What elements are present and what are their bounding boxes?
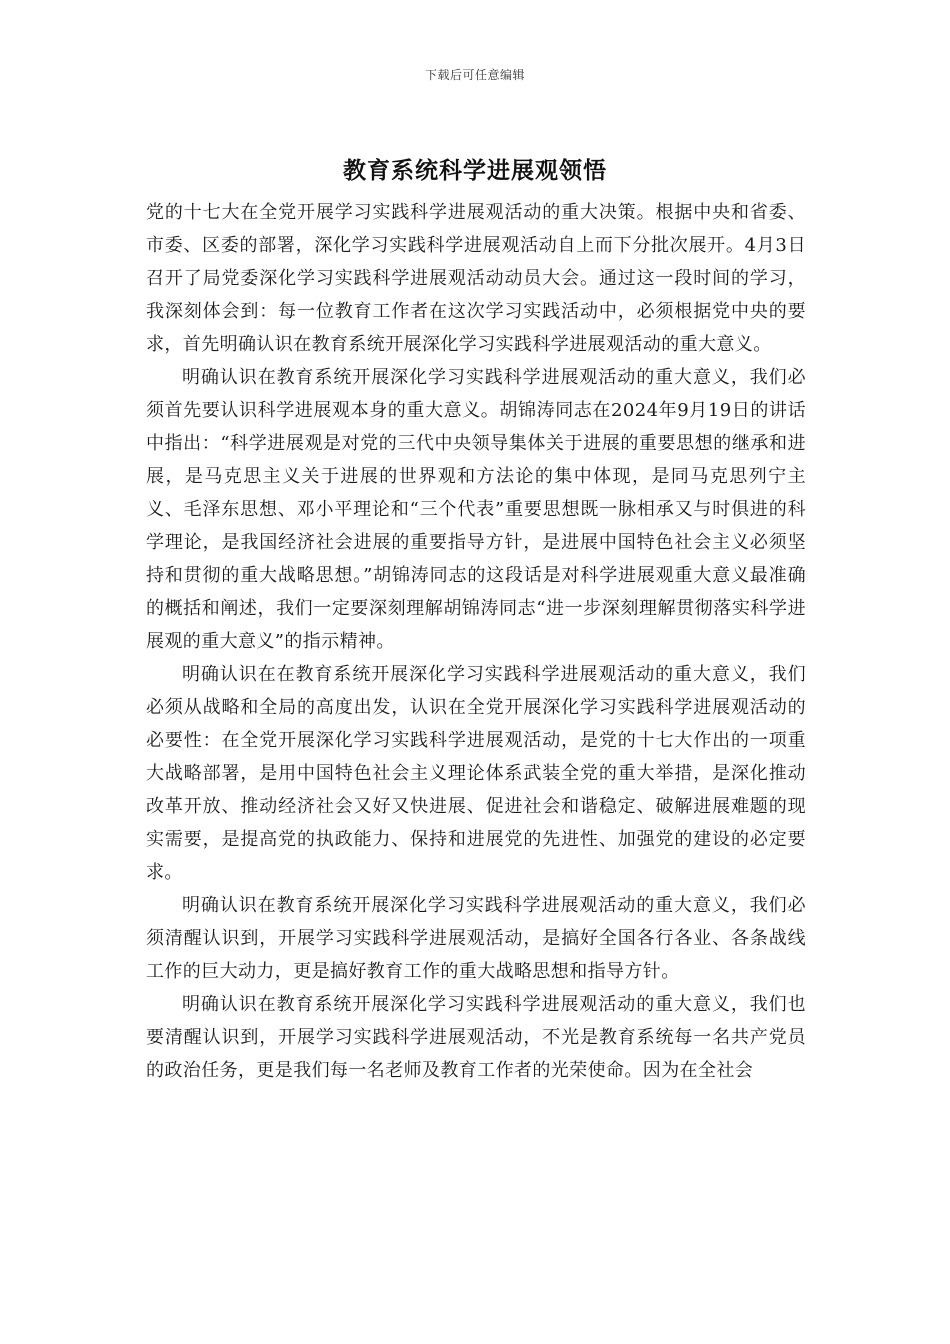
paragraph-3: 明确认识在在教育系统开展深化学习实践科学进展观活动的重大意义，我们必须从战略和全局的高度出发，认识在全党开展深化学习实践科学进展观活动的必要性：在全党开展深化学习实践科学进展观活动，是党的十七大作出的一项重大战略部署，是用中国特色社会主义理论体系武装全党的重大举措，是深化推动改革开放、推动经济社会又好又快进展、促进社会和谐稳定、破解进展难题的现实需要，是提高党的执政能力、保持和进展党的先进性、加强党的建设的必定要求。 (146, 664, 806, 883)
paragraph-4: 明确认识在教育系统开展深化学习实践科学进展观活动的重大意义，我们必须清醒认识到，开展学习实践科学进展观活动，是搞好全国各行各业、各条战线工作的巨大动力，更是搞好教育工作的重大战略思想和指导方针。 (146, 895, 806, 982)
paragraph-1: 党的十七大在全党开展学习实践科学进展观活动的重大决策。根据中央和省委、市委、区委的部署，深化学习实践科学进展观活动自上而下分批次展开。4月3日召开了局党委深化学习实践科学进展观活动动员大会。通过这一段时间的学习，我深刻体会到：每一位教育工作者在这次学习实践活动中，必须根据党中央的要求，首先明确认识在教育系统开展深化学习实践科学进展观活动的重大意义。 (146, 202, 806, 355)
page-header-note: 下载后可任意编辑 (424, 68, 525, 82)
document-body (146, 196, 806, 1087)
document-title: 教育系统科学进展观领悟 (343, 157, 607, 184)
paragraph-5: 明确认识在教育系统开展深化学习实践科学进展观活动的重大意义，我们也要清醒认识到，开展学习实践科学进展观活动，不光是教育系统每一名共产党员的政治任务，更是我们每一名老师及教育工作者的光荣使命。因为在全社会 (146, 994, 806, 1081)
paragraph-2: 明确认识在教育系统开展深化学习实践科学进展观活动的重大意义，我们必须首先要认识科学进展观本身的重大意义。胡锦涛同志在2024年9月19日的讲话中指出：“科学进展观是对党的三代中央领导集体关于进展的重要思想的继承和进展，是马克思主义关于进展的世界观和方法论的集中体现，是同马克思列宁主义、毛泽东思想、邓小平理论和“三个代表”重要思想既一脉相承又与时俱进的科学理论，是我国经济社会进展的重要指导方针，是进展中国特色社会主义必须坚持和贯彻的重大战略思想。”胡锦涛同志的这段话是对科学进展观重大意义最准确的概括和阐述，我们一定要深刻理解胡锦涛同志“进一步深刻理解贯彻落实科学进展观的重大意义”的指示精神。 (146, 367, 806, 652)
